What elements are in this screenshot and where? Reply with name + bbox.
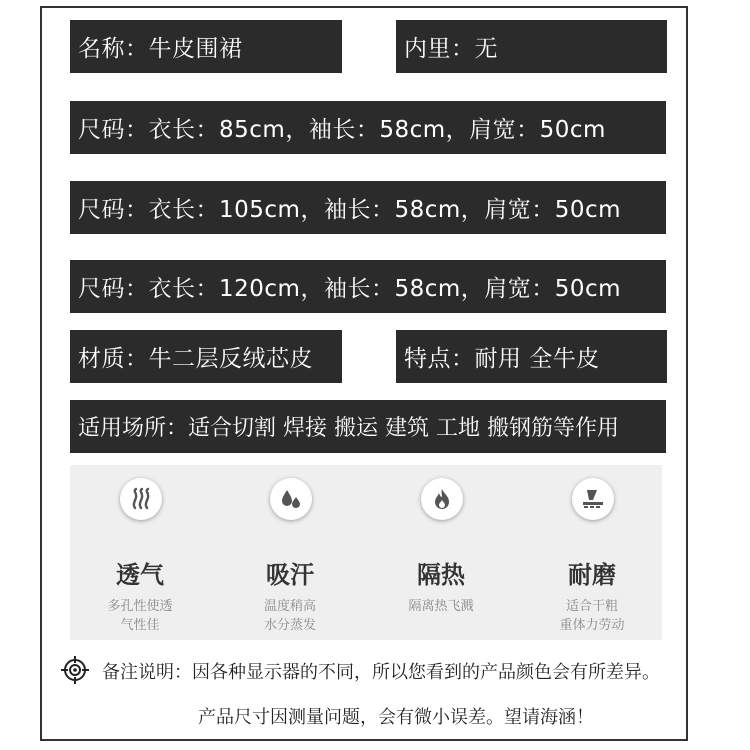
feature-title: 吸汗: [266, 561, 314, 589]
feature-title: 透气: [116, 561, 164, 589]
size-bar-85: 尺码：衣长：85cm，袖长：58cm，肩宽：50cm: [70, 101, 666, 154]
wear-resistant-icon: [572, 478, 614, 520]
material-bar: 材质：牛二层反绒芯皮: [70, 330, 342, 383]
feature-breathable: [75, 465, 205, 640]
feature-desc: [396, 597, 486, 616]
feature-bar: 特点：耐用 全牛皮: [396, 330, 667, 383]
feature-insulation: [376, 465, 506, 640]
note-line-2: 产品尺寸因测量问题，会有微小误差。望请海涵！: [198, 707, 594, 728]
feature-desc: [245, 597, 335, 635]
feature-desc-line: 重体力劳动: [559, 618, 625, 633]
feature-title: 耐磨: [568, 561, 616, 589]
flame-icon: [421, 478, 463, 520]
feature-desc: [95, 597, 185, 635]
features-panel: [70, 465, 662, 640]
feature-desc-line: 温度稍高: [263, 599, 316, 614]
feature-title: 隔热: [417, 561, 465, 589]
size-bar-105: 尺码：衣长：105cm，袖长：58cm，肩宽：50cm: [70, 181, 666, 234]
feature-desc-line: 气性佳: [120, 618, 160, 633]
usage-bar: 适用场所：适合切割 焊接 搬运 建筑 工地 搬钢筋等作用: [70, 400, 666, 453]
note-line-1: 备注说明：因各种显示器的不同，所以您看到的产品颜色会有所差异。: [102, 662, 660, 683]
feature-desc-line: 多孔性使透: [107, 599, 173, 614]
feature-desc-line: 适合干粗: [565, 599, 618, 614]
water-drops-icon: [270, 478, 312, 520]
feature-absorbent: [225, 465, 355, 640]
feature-desc: [547, 597, 637, 635]
size-bar-120: 尺码：衣长：120cm，袖长：58cm，肩宽：50cm: [70, 260, 666, 313]
feature-desc-line: 隔离热飞溅: [408, 599, 474, 614]
name-bar: 名称：牛皮围裙: [70, 20, 342, 73]
target-icon: [60, 655, 90, 685]
lining-bar: 内里：无: [396, 20, 667, 73]
feature-desc-line: 水分蒸发: [263, 618, 316, 633]
heat-waves-icon: [120, 478, 162, 520]
feature-wear-resistant: [527, 465, 657, 640]
